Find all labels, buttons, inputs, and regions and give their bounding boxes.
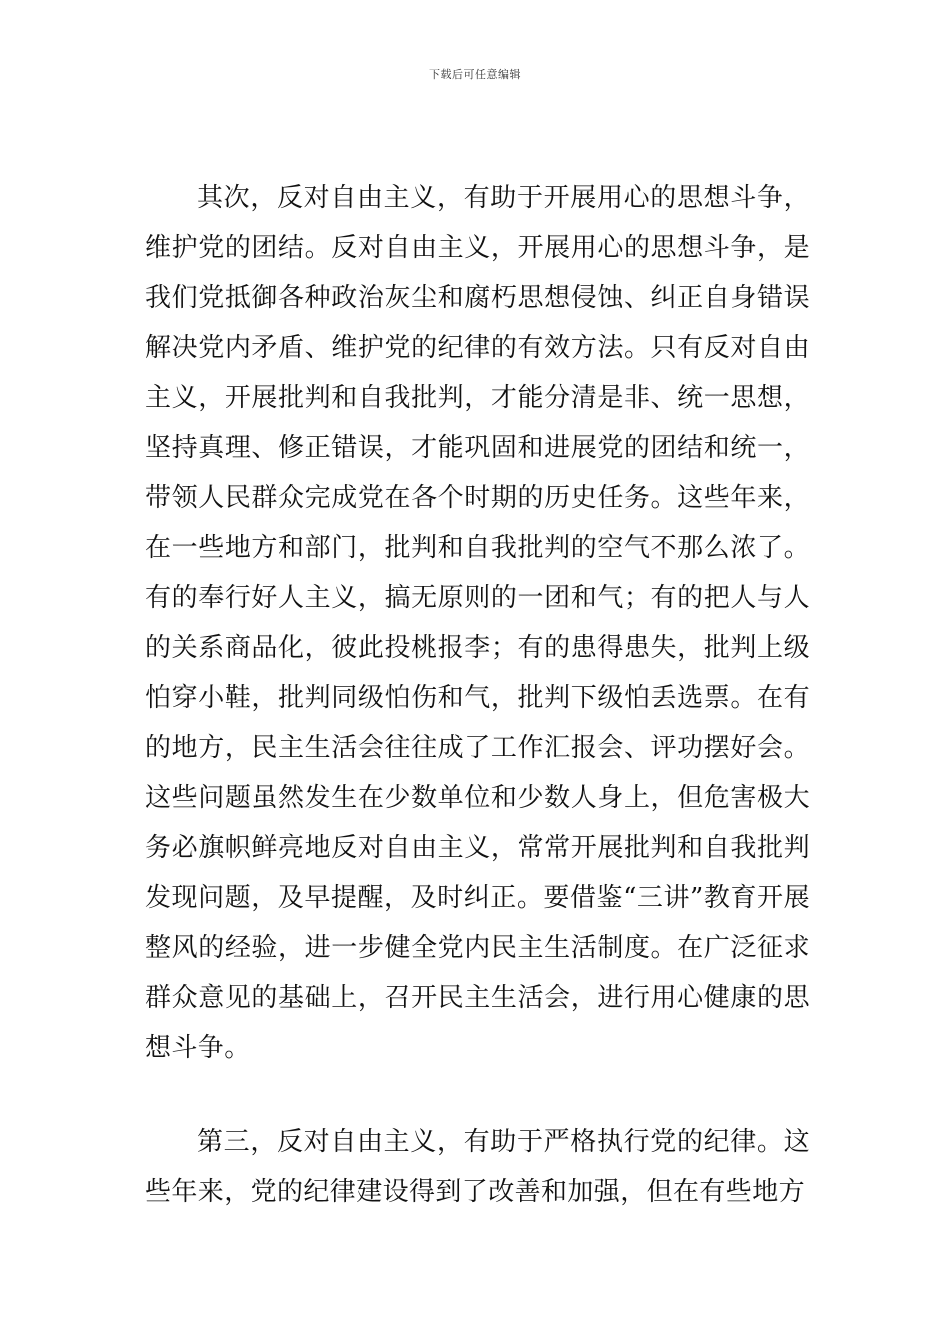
body-paragraph-1: 其次，反对自由主义，有助于开展用心的思想斗争，维护党的团结。反对自由主义，开展用心的思想斗争，是我们党抵御各种政治灰尘和腐朽思想侵蚀、纠正自身错误解决党内矛盾、维护党的纪律的有效方法。只有反对自由主义，开展批判和自我批判，才能分清是非、统一思想，坚持真理、修正错误，才能巩固和进展党的团结和统一，带领人民群众完成党在各个时期的历史任务。这些年来，在一些地方和部门，批判和自我批判的空气不那么浓了。有的奉行好人主义，搞无原则的一团和气；有的把人与人的关系商品化，彼此投桃报李；有的患得患失，批判上级怕穿小鞋，批判同级怕伤和气，批判下级怕丢选票。在有的地方，民主生活会往往成了工作汇报会、评功摆好会。这些问题虽然发生在少数单位和少数人身上，但危害极大务必旗帜鲜亮地反对自由主义，常常开展批判和自我批判发现问题，及早提醒，及时纠正。要借鉴“三讲”教育开展整风的经验，进一步健全党内民主生活制度。在广泛征求群众意见的基础上，召开民主生活会，进行用心健康的思想斗争。 (145, 183, 810, 1063)
body-paragraph-2: 第三，反对自由主义，有助于严格执行党的纪律。这些年来，党的纪律建设得到了改善和加强，但在有些地方 (145, 1127, 810, 1207)
header-note: 下载后可任意编辑 (429, 68, 521, 81)
